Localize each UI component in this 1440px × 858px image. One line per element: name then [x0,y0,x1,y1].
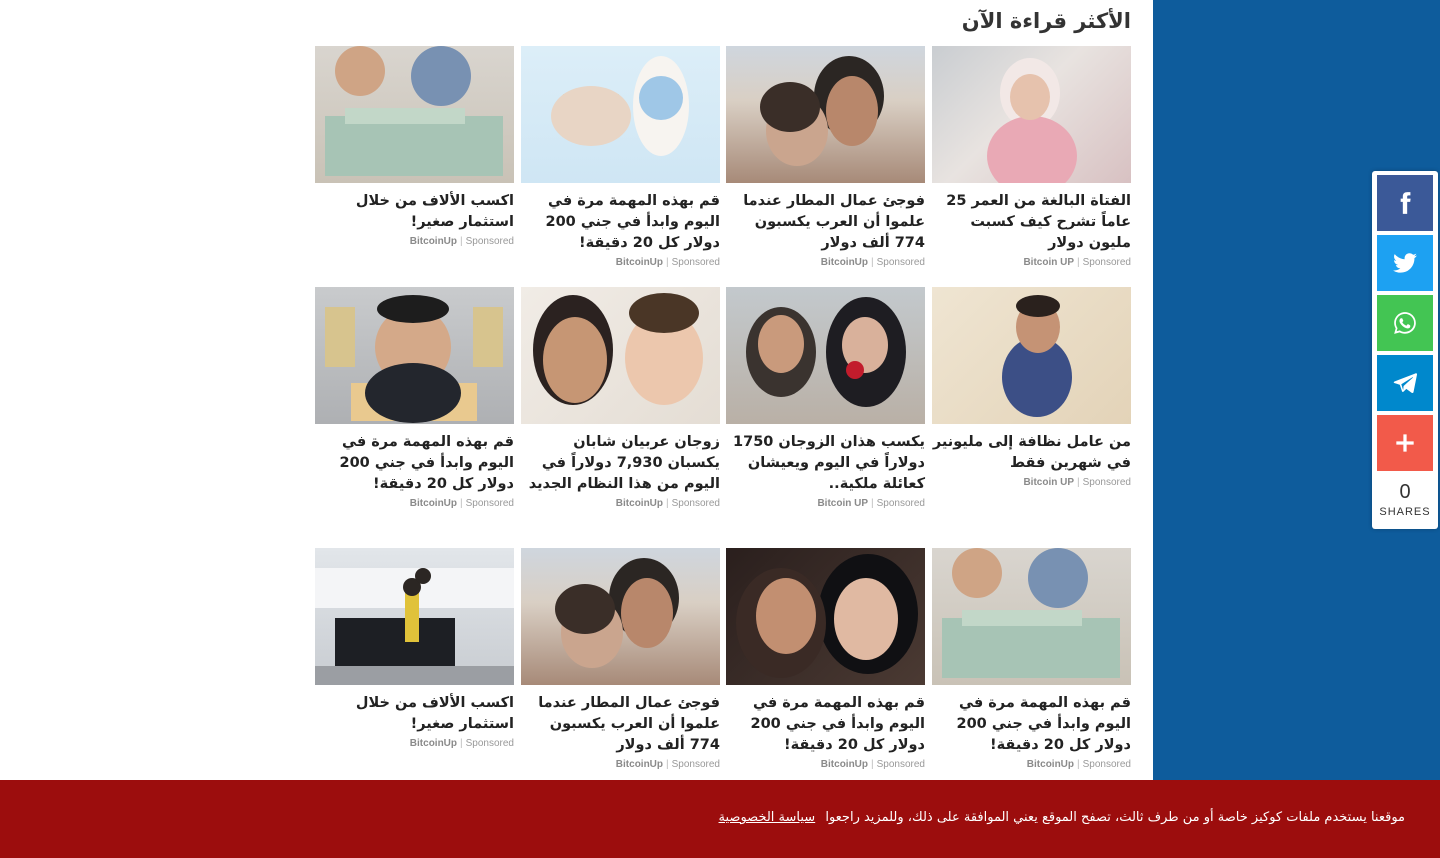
article-thumbnail[interactable] [932,287,1131,424]
sponsored-label: Sponsored [1082,257,1131,268]
facebook-share-button[interactable] [1377,175,1433,231]
article-card[interactable] [315,287,514,509]
article-source [726,759,925,770]
article-card[interactable] [315,46,514,247]
separator: | [1077,477,1080,488]
article-thumbnail[interactable] [932,548,1131,685]
article-title[interactable]: فوجئ عمال المطار عندما علموا أن العرب يكسبون 774 ألف دولار [538,695,720,753]
sponsored-label: Sponsored [876,759,925,770]
article-title[interactable]: زوجان عربيان شابان يكسبان 7,930 دولاراً في اليوم من هذا النظام الجديد [528,434,720,492]
separator: | [871,759,874,770]
sponsored-label: Sponsored [876,257,925,268]
article-title[interactable]: قم بهذه المهمة مرة في اليوم وابدأ في جني 200 دولار كل 20 دقيقة! [750,695,925,753]
sponsored-label: Sponsored [465,498,514,509]
thumbnail-shape [315,666,514,685]
article-source [315,498,514,509]
article-source [521,759,720,770]
article-title[interactable]: يكسب هذان الزوجان 1750 دولاراً في اليوم ويعيشان كعائلة ملكية.. [733,434,925,492]
article-card[interactable] [521,46,720,268]
thumbnail-shape [987,116,1077,183]
article-source [726,257,925,268]
separator: | [666,257,669,268]
thumbnail-shape [473,307,503,367]
article-card[interactable] [726,287,925,509]
cookie-text: موقعنا يستخدم ملفات كوكيز خاصة أو من طرف ثالث، تصفح الموقع يعني الموافقة على ذلك، وللمزيد راجعوا [825,810,1405,825]
thumbnail-shape [325,307,355,367]
article-card[interactable] [726,46,925,268]
article-title[interactable]: من عامل نظافة إلى مليونير في شهرين فقط [932,434,1131,471]
article-source [315,738,514,749]
article-source [932,257,1131,268]
thumbnail-shape [758,315,804,373]
article-title[interactable]: فوجئ عمال المطار عندما علموا أن العرب يكسبون 774 ألف دولار [743,193,925,251]
sponsored-label: Sponsored [465,236,514,247]
article-title[interactable]: اكسب الألاف من خلال استثمار صغير! [355,695,514,732]
article-thumbnail[interactable] [932,46,1131,183]
article-title[interactable]: الفتاة البالغة من العمر 25 عاماً تشرح كيف كسبت مليون دولار [946,193,1131,251]
share-count: 0 [1399,481,1411,503]
thumbnail-shape [555,584,615,634]
article-thumbnail[interactable] [521,548,720,685]
article-thumbnail[interactable] [315,548,514,685]
article-title[interactable]: اكسب الألاف من خلال استثمار صغير! [355,193,514,230]
source-brand: Bitcoin UP [1023,477,1075,488]
separator: | [460,236,463,247]
whatsapp-share-button[interactable] [1377,295,1433,351]
sponsored-label: Sponsored [671,498,720,509]
separator: | [1077,257,1080,268]
cookie-notice [719,810,1405,825]
article-card[interactable] [932,46,1131,268]
twitter-icon [1392,250,1418,276]
article-thumbnail[interactable] [726,46,925,183]
thumbnail-shape [639,76,683,120]
separator: | [666,498,669,509]
thumbnail-shape [365,363,461,423]
thumbnail-shape [335,46,385,96]
article-card[interactable] [521,548,720,770]
separator: | [460,738,463,749]
article-title[interactable]: قم بهذه المهمة مرة في اليوم وابدأ في جني 200 دولار كل 20 دقيقة! [956,695,1131,753]
article-thumbnail[interactable] [521,46,720,183]
source-brand: Bitcoin UP [1023,257,1075,268]
thumbnail-shape [415,568,431,584]
source-brand: BitcoinUp [409,236,458,247]
article-card[interactable] [932,287,1131,488]
source-brand: BitcoinUp [409,738,458,749]
thumbnail-shape [834,578,898,660]
article-thumbnail[interactable] [315,287,514,424]
cookie-bar [0,780,1440,858]
source-brand: BitcoinUp [615,257,664,268]
article-thumbnail[interactable] [315,46,514,183]
source-brand: BitcoinUp [820,759,869,770]
thumbnail-shape [335,618,455,668]
source-brand: BitcoinUp [820,257,869,268]
most-read-section [312,0,1134,780]
facebook-icon [1392,190,1418,216]
thumbnail-shape [411,46,471,106]
article-source [932,477,1131,488]
telegram-share-button[interactable] [1377,355,1433,411]
thumbnail-shape [942,618,1120,678]
thumbnail-shape [826,76,878,146]
article-thumbnail[interactable] [726,548,925,685]
source-brand: BitcoinUp [615,759,664,770]
source-brand: BitcoinUp [409,498,458,509]
article-card[interactable] [315,548,514,749]
article-source [521,498,720,509]
share-bar [1372,171,1438,529]
separator: | [1077,759,1080,770]
thumbnail-shape [377,295,449,323]
separator: | [460,498,463,509]
thumbnail-shape [1016,295,1060,317]
article-thumbnail[interactable] [521,287,720,424]
article-title[interactable]: قم بهذه المهمة مرة في اليوم وابدأ في جني 200 دولار كل 20 دقيقة! [339,434,514,492]
thumbnail-shape [629,293,699,333]
thumbnail-shape [760,82,820,132]
source-brand: Bitcoin UP [817,498,869,509]
twitter-share-button[interactable] [1377,235,1433,291]
section-title: الأكثر قراءة الآن [961,9,1131,33]
article-card[interactable] [932,548,1131,770]
separator: | [871,498,874,509]
separator: | [871,257,874,268]
thumbnail-shape [1010,74,1050,120]
article-source [726,498,925,509]
article-thumbnail[interactable] [726,287,925,424]
plus-icon [1392,430,1418,456]
sponsored-label: Sponsored [1082,759,1131,770]
privacy-policy-link[interactable]: سياسة الخصوصية [718,810,816,825]
whatsapp-icon [1392,310,1418,336]
share-label: SHARES [1379,506,1431,518]
sponsored-label: Sponsored [465,738,514,749]
thumbnail-shape [551,86,631,146]
sponsored-label: Sponsored [876,498,925,509]
article-card[interactable] [726,548,925,770]
sponsored-label: Sponsored [671,759,720,770]
thumbnail-shape [345,108,465,124]
thumbnail-shape [952,548,1002,598]
more-share-button[interactable] [1377,415,1433,471]
thumbnail-shape [756,578,816,654]
source-brand: BitcoinUp [615,498,664,509]
thumbnail-shape [962,610,1082,626]
telegram-icon [1392,370,1418,396]
thumbnail-shape [325,116,503,176]
sponsored-label: Sponsored [671,257,720,268]
thumbnail-shape [621,578,673,648]
thumbnail-shape [543,317,607,403]
article-card[interactable] [521,287,720,509]
article-source [521,257,720,268]
article-source [315,236,514,247]
article-title[interactable]: قم بهذه المهمة مرة في اليوم وابدأ في جني 200 دولار كل 20 دقيقة! [545,193,720,251]
thumbnail-shape [846,361,864,379]
article-source [932,759,1131,770]
thumbnail-shape [1028,548,1088,608]
source-brand: BitcoinUp [1026,759,1075,770]
sponsored-label: Sponsored [1082,477,1131,488]
separator: | [666,759,669,770]
